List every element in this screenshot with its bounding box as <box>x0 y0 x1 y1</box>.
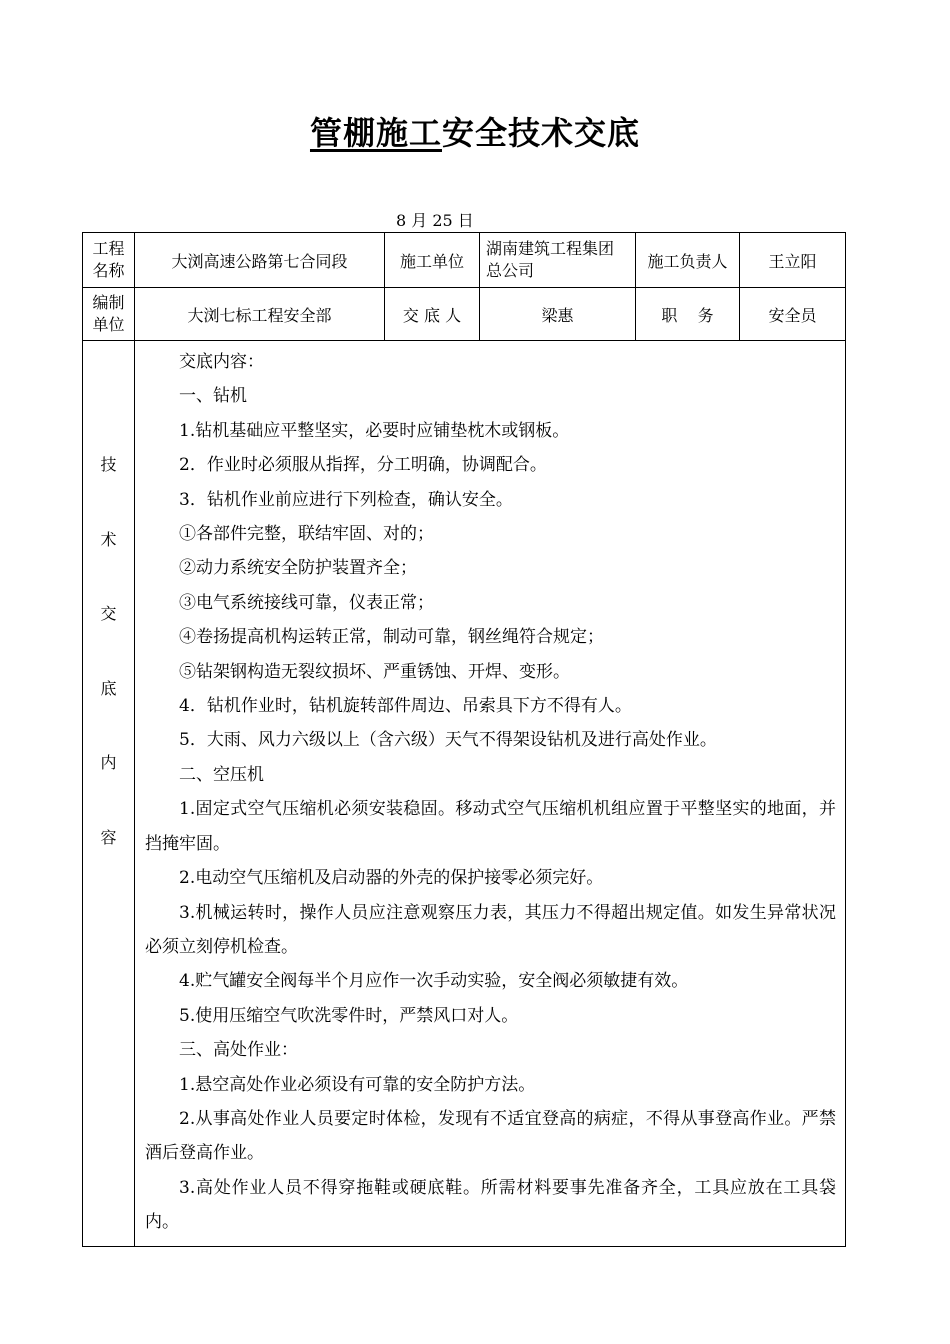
content-paragraph: ②动力系统安全防护装置齐全； <box>179 558 417 579</box>
side-label <box>83 341 134 900</box>
title-rest: 安全技术交底 <box>442 114 641 152</box>
content-paragraph: 3.机械运转时，操作人员应注意观察压力表，其压力不得超出规定值。如发生异常状况必须立刻停机检查。 <box>145 902 836 957</box>
content-paragraph: ③电气系统接线可靠，仪表正常； <box>179 592 434 613</box>
content-paragraph: 2.从事高处作业人员要定时体检，发现有不适宜登高的病症，不得从事登高作业。严禁酒后登高作业。 <box>145 1108 836 1164</box>
content-paragraph: 2.电动空气压缩机及启动器的外壳的保护接零必须完好。 <box>179 868 604 889</box>
content-paragraph: 5．大雨、风力六级以上（含六级）天气不得架设钻机及进行高处作业。 <box>179 730 717 751</box>
project-name-label: 工程名称 <box>83 233 135 288</box>
presenter-label: 交 底 人 <box>385 288 480 341</box>
position-label: 职 务 <box>636 288 740 341</box>
manager-label: 施工负责人 <box>636 233 740 288</box>
construction-unit-value: 湖南建筑工程集团总公司 <box>480 233 636 288</box>
content-paragraph: 1.固定式空气压缩机必须安装稳固。移动式空气压缩机机组应置于平整坚实的地面，并挡掩牢固。 <box>145 799 836 854</box>
content-paragraph: 1.悬空高处作业必须设有可靠的安全防护方法。 <box>179 1074 536 1095</box>
presenter-value: 梁惠 <box>480 288 636 341</box>
header-row-1 <box>83 233 846 288</box>
position-value: 安全员 <box>740 288 846 341</box>
manager-value: 王立阳 <box>740 233 846 288</box>
content-paragraph: 三、高处作业： <box>179 1040 298 1061</box>
content-paragraph: 2．作业时必须服从指挥，分工明确，协调配合。 <box>179 455 547 476</box>
compiler-value: 大浏七标工程安全部 <box>135 288 385 341</box>
side-char: 技 <box>100 455 117 474</box>
content-paragraph: 4.贮气罐安全阀每半个月应作一次手动实验，安全阀必须敏捷有效。 <box>179 971 689 992</box>
content-paragraph: 4．钻机作业时，钻机旋转部件周边、吊索具下方不得有人。 <box>179 696 632 717</box>
content-paragraph: 交底内容： <box>179 352 264 372</box>
content-paragraph: 1.钻机基础应平整坚实，必要时应铺垫枕木或钢板。 <box>179 420 570 441</box>
side-char: 底 <box>100 678 117 698</box>
header-row-2 <box>83 288 846 341</box>
project-name-value: 大浏高速公路第七合同段 <box>135 233 385 288</box>
disclosure-table <box>82 232 846 1247</box>
content-paragraph: 5.使用压缩空气吹洗零件时，严禁风口对人。 <box>179 1005 519 1026</box>
content-paragraph: ⑤钻架钢构造无裂纹损坏、严重锈蚀、开焊、变形。 <box>179 661 570 682</box>
content-row <box>83 341 846 1247</box>
content-paragraph: 3．钻机作业前应进行下列检查，确认安全。 <box>179 489 513 510</box>
content-paragraph: 二、空压机 <box>179 764 264 785</box>
side-char: 术 <box>100 529 117 549</box>
side-char: 内 <box>100 753 117 772</box>
compiler-label: 编制单位 <box>83 288 135 341</box>
side-char: 交 <box>100 604 117 623</box>
content-cell <box>135 341 846 1247</box>
side-char: 容 <box>100 827 117 847</box>
construction-unit-label: 施工单位 <box>385 233 480 288</box>
document-title <box>0 108 950 154</box>
content-paragraph: ④卷扬提高机构运转正常，制动可靠，钢丝绳符合规定； <box>179 627 604 648</box>
content-paragraph: ①各部件完整，联结牢固、对的； <box>179 524 434 545</box>
title-underlined: 管棚施工 <box>309 114 442 152</box>
document-date: 8 月 25 日 <box>396 211 474 230</box>
content-paragraph: 3.高处作业人员不得穿拖鞋或硬底鞋。所需材料要事先准备齐全，工具应放在工具袋内。 <box>145 1177 836 1233</box>
side-label-cell <box>83 341 135 1247</box>
content-paragraph: 一、钻机 <box>179 386 247 407</box>
